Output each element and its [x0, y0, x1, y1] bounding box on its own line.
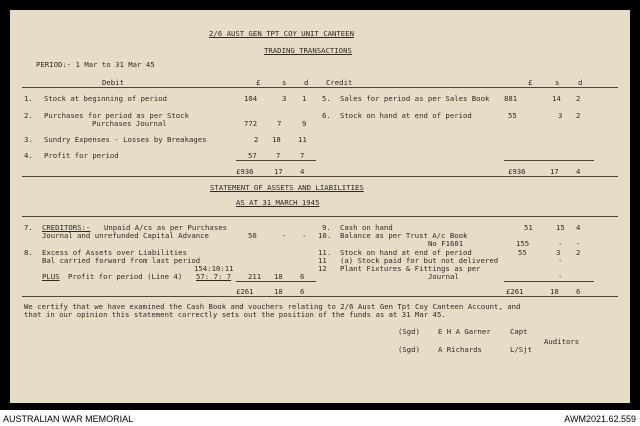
certify-line-1: We certify that we have examined the Cash Book and vouchers relating to 2/6 Aust Gen Tpt Coy Canteen Account, and [24, 302, 521, 311]
debit-total-pence: 4 [300, 167, 305, 176]
excess-text: Excess of Assets over Liabilities [42, 248, 187, 257]
asset-no: 9. [322, 223, 331, 232]
creditors-pence: - [302, 231, 307, 240]
creditors-label: CREDITORS:- [42, 223, 91, 232]
signature-1-name: E H A Garner [438, 327, 491, 336]
debit-total-shillings: 17 [274, 167, 283, 176]
asset-shillings: - [558, 272, 563, 281]
asset-text: Balance as per Trust A/c Book [340, 231, 468, 240]
statement-end-rule [22, 296, 618, 297]
credit-row-text: Sales for period as per Sales Book [340, 94, 490, 103]
subtitle: TRADING TRANSACTIONS [264, 46, 352, 55]
asset-pounds: 155 [516, 239, 530, 248]
creditors-text: Unpaid A/cs as per Purchases [104, 223, 228, 232]
debit-row-shillings: 7 [277, 119, 282, 128]
debit-row-pounds: 2 [254, 135, 259, 144]
asset-shillings: 3 [556, 248, 561, 257]
debit-row-no: 3. [24, 135, 33, 144]
header-rule [22, 87, 618, 88]
debit-row-pounds: 104 [244, 94, 258, 103]
debit-pence-header: d [304, 78, 309, 87]
asset-shillings: 15 [556, 223, 565, 232]
signature-2-name: A Richards [438, 345, 482, 354]
debit-row-text: Profit for period [44, 151, 119, 160]
creditors-shillings: - [282, 231, 287, 240]
credit-pound-header: £ [528, 78, 533, 87]
debit-row-no: 1. [24, 94, 33, 103]
asset-pence: 4 [576, 223, 581, 232]
accession-number: AWM2021.62.559 [564, 414, 636, 424]
asset-shillings: - [558, 239, 563, 248]
debit-row-pence: 7 [300, 151, 305, 160]
signature-2-sgd: (Sgd) [398, 345, 420, 354]
asset-shillings: - [558, 256, 563, 265]
assets-total-pence: 6 [576, 287, 581, 296]
debit-subtotal-rule [236, 160, 316, 161]
debit-row-text-cont: Purchases Journal [92, 119, 167, 128]
asset-text-cont: Journal [428, 272, 459, 281]
asset-no: 11 [318, 256, 327, 265]
credit-row-pence: 2 [576, 111, 581, 120]
debit-row-text: Stock at beginning of period [44, 94, 168, 103]
credit-row-text: Stock on hand at end of period [340, 111, 472, 120]
credit-shilling-header: s [555, 78, 560, 87]
debit-shilling-header: s [282, 78, 287, 87]
asset-no: 11. [318, 248, 332, 257]
debit-row-pounds: 57 [248, 151, 257, 160]
unit-title: 2/6 AUST GEN TPT COY UNIT CANTEEN [209, 29, 354, 38]
creditors-pounds: 50 [248, 231, 257, 240]
debit-row-pence: 9 [302, 119, 307, 128]
credit-row-pounds: 881 [504, 94, 518, 103]
debit-total-pounds: £936 [236, 167, 254, 176]
credit-subtotal-rule [504, 160, 594, 161]
item-8-no: 8. [24, 248, 33, 257]
debit-row-shillings: 3 [282, 94, 287, 103]
signature-1-sgd: (Sgd) [398, 327, 420, 336]
debit-row-pence: 11 [298, 135, 307, 144]
asset-pounds: 51 [524, 223, 533, 232]
debit-row-text: Sundry Expenses - Losses by Breakages [44, 135, 207, 144]
liabilities-subtotal-rule [236, 281, 316, 282]
institution-credit: AUSTRALIAN WAR MEMORIAL [3, 414, 134, 424]
liabilities-total-shillings: 18 [274, 287, 283, 296]
debit-row-shillings: 18 [272, 135, 281, 144]
credit-row-pounds: 55 [508, 111, 517, 120]
credit-header: Credit [326, 78, 353, 87]
credit-total-shillings: 17 [550, 167, 559, 176]
plus-pence: 6 [300, 272, 305, 281]
credit-total-pence: 4 [576, 167, 581, 176]
asset-no: 10. [318, 231, 332, 240]
statement-date: AS AT 31 MARCH 1945 [236, 198, 320, 207]
debit-row-no: 4. [24, 151, 33, 160]
plus-label: PLUS [42, 272, 60, 281]
liabilities-total-pence: 6 [300, 287, 305, 296]
asset-text: Stock on hand at end of period [340, 248, 472, 257]
debit-header: Debit [102, 78, 124, 87]
credit-row-pence: 2 [576, 94, 581, 103]
credit-row-no: 5. [322, 94, 331, 103]
plus-pounds: 211 [248, 272, 262, 281]
debit-row-pence: 1 [302, 94, 307, 103]
signature-2-rank: L/Sjt [510, 345, 532, 354]
trading-end-rule [22, 176, 618, 177]
debit-pound-header: £ [256, 78, 261, 87]
asset-text-cont: No F1601 [428, 239, 464, 248]
excess-carried-forward: 154:10:11 [194, 264, 234, 273]
plus-profit-sub: 57: 7: 7 [196, 272, 232, 281]
credit-pence-header: d [578, 78, 583, 87]
credit-row-shillings: 3 [558, 111, 563, 120]
debit-row-text: Purchases for period as per Stock [44, 111, 189, 120]
signature-1-rank: Capt [510, 327, 528, 336]
auditors-label: Auditors [544, 337, 580, 346]
excess-text-cont: Bal carried forward from last period [42, 256, 201, 265]
debit-row-pounds: 772 [244, 119, 258, 128]
asset-no: 12 [318, 264, 327, 273]
statement-header-rule [22, 216, 618, 217]
plus-text: Profit for period (Line 4) [68, 272, 183, 281]
credit-total-pounds: £936 [508, 167, 526, 176]
creditors-text-cont: Journal and unrefunded Capital Advance [42, 231, 209, 240]
document-page [10, 10, 630, 403]
caption-bar [0, 410, 640, 426]
plus-shillings: 18 [274, 272, 283, 281]
credit-row-no: 6. [322, 111, 331, 120]
assets-subtotal-rule [504, 281, 594, 282]
debit-row-shillings: 7 [276, 151, 281, 160]
asset-pence: 2 [576, 248, 581, 257]
liabilities-total-pounds: £261 [236, 287, 254, 296]
asset-text: Cash on hand [340, 223, 393, 232]
certify-line-2: that in our opinion this statement correctly sets out the position of the funds as at 31 Mar 45. [24, 310, 446, 319]
asset-pounds: 55 [518, 248, 527, 257]
assets-total-pounds: £261 [506, 287, 524, 296]
period: PERIOD:- 1 Mar to 31 Mar 45 [36, 60, 155, 69]
asset-pence: - [576, 239, 581, 248]
debit-row-no: 2. [24, 111, 33, 120]
credit-row-shillings: 14 [552, 94, 561, 103]
assets-total-shillings: 18 [550, 287, 559, 296]
item-7-no: 7. [24, 223, 33, 232]
statement-title: STATEMENT OF ASSETS AND LIABILITIES [210, 183, 364, 192]
asset-text: (a) Stock paid for but not delivered [340, 256, 499, 265]
asset-text: Plant Fixtures & Fittings as per [340, 264, 481, 273]
